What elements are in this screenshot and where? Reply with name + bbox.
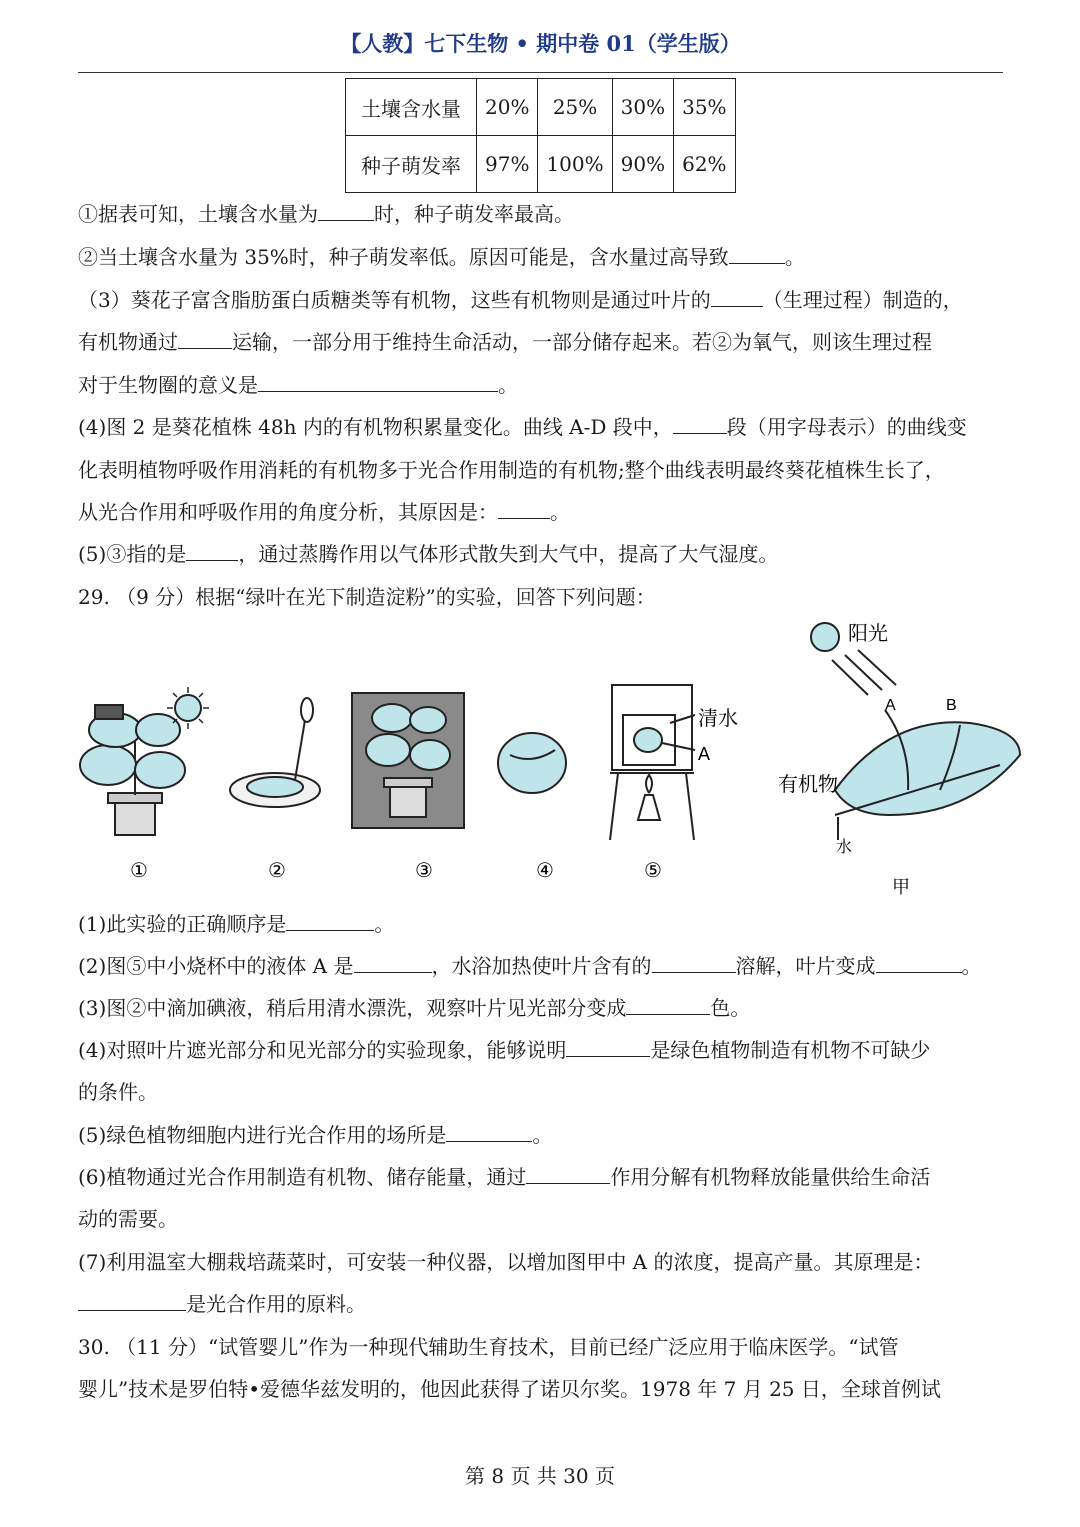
text: 是光合作用的原料。 bbox=[186, 1292, 366, 1316]
soil-water-table bbox=[345, 78, 736, 193]
step-label: ④ bbox=[536, 858, 554, 882]
answer-blank[interactable] bbox=[286, 910, 374, 931]
answer-blank[interactable] bbox=[673, 413, 727, 434]
question-line bbox=[78, 498, 570, 526]
text: (5)③指的是 bbox=[78, 542, 187, 566]
header-divider bbox=[78, 72, 1003, 73]
question-line bbox=[78, 286, 963, 314]
text: 作用分解有机物释放能量供给生命活 bbox=[610, 1165, 931, 1189]
text: 运输，一部分用于维持生命活动，一部分储存起来。若②为氧气，则该生理过程 bbox=[232, 330, 932, 354]
table-row-label: 土壤含水量 bbox=[346, 79, 477, 136]
experiment-figure bbox=[70, 615, 1030, 905]
water-label: 清水 bbox=[698, 708, 738, 730]
text: ，水浴加热使叶片含有的 bbox=[431, 954, 652, 978]
question-30-title: 30. （11 分）“试管婴儿”作为一种现代辅助生育技术，目前已经广泛应用于临床医学。“试管 bbox=[78, 1335, 899, 1359]
text: 有机物通过 bbox=[78, 330, 178, 354]
text: 溶解，叶片变成 bbox=[735, 954, 876, 978]
step-label: ⑤ bbox=[644, 858, 662, 882]
question-line bbox=[78, 540, 778, 568]
text: (6)植物通过光合作用制造有机物、储存能量，通过 bbox=[78, 1165, 527, 1189]
question-line bbox=[78, 200, 574, 228]
text: ②当土壤含水量为 35%时，种子萌发率低。原因可能是，含水量过高导致 bbox=[78, 245, 729, 269]
answer-blank[interactable] bbox=[318, 200, 374, 221]
step4-leaf bbox=[498, 733, 566, 793]
answer-blank[interactable] bbox=[446, 1121, 532, 1142]
sunlight-label: 阳光 bbox=[848, 623, 888, 645]
text: (4)图 2 是葵花植株 48h 内的有机物积累量变化。曲线 A-D 段中， bbox=[78, 415, 673, 439]
answer-blank[interactable] bbox=[354, 952, 432, 973]
text: 。 bbox=[374, 912, 395, 936]
question-line bbox=[78, 952, 982, 980]
question-line bbox=[78, 328, 932, 356]
step-label: ② bbox=[268, 858, 286, 882]
experiment-diagram bbox=[70, 615, 1030, 905]
answer-blank[interactable] bbox=[729, 243, 785, 264]
table-row bbox=[346, 79, 736, 136]
answer-blank[interactable] bbox=[78, 1290, 186, 1311]
text: 从光合作用和呼吸作用的角度分析，其原因是： bbox=[78, 500, 498, 524]
question-line bbox=[78, 1163, 930, 1191]
text: (4)对照叶片遮光部分和见光部分的实验现象，能够说明 bbox=[78, 1038, 567, 1062]
arrow-b-label: B bbox=[946, 697, 957, 714]
text: (5)绿色植物细胞内进行光合作用的场所是 bbox=[78, 1123, 447, 1147]
table-cell: 100% bbox=[538, 136, 612, 193]
table-cell: 20% bbox=[477, 79, 538, 136]
text: （3）葵花子富含脂肪蛋白质糖类等有机物，这些有机物则是通过叶片的 bbox=[78, 288, 711, 312]
question-line bbox=[78, 1036, 930, 1064]
step-label: ① bbox=[130, 858, 148, 882]
step-label: ③ bbox=[415, 858, 433, 882]
step1-plant bbox=[80, 687, 209, 835]
step2-dish bbox=[230, 698, 320, 807]
answer-blank[interactable] bbox=[711, 286, 763, 307]
text: (3)图②中滴加碘液，稍后用清水漂洗，观察叶片见光部分变成 bbox=[78, 996, 627, 1020]
text: 色。 bbox=[710, 996, 751, 1020]
text: （生理过程）制造的， bbox=[762, 288, 963, 312]
page-header: 【人教】七下生物 • 期中卷 01（学生版） bbox=[340, 31, 741, 56]
question-line bbox=[78, 1290, 366, 1318]
question-line bbox=[78, 1121, 552, 1149]
text: 。 bbox=[961, 954, 982, 978]
answer-blank[interactable] bbox=[626, 994, 710, 1015]
water-input-label: 水 bbox=[836, 839, 853, 856]
table-cell: 97% bbox=[477, 136, 538, 193]
question-line bbox=[78, 371, 518, 399]
table-row bbox=[346, 136, 736, 193]
step5-water-bath bbox=[610, 685, 695, 840]
question-29-title: 29. （9 分）根据“绿叶在光下制造淀粉”的实验，回答下列问题： bbox=[78, 585, 656, 609]
table-cell: 25% bbox=[538, 79, 612, 136]
liquid-label: A bbox=[698, 744, 711, 764]
question-line: 化表明植物呼吸作用消耗的有机物多于光合作用制造的有机物;整个曲线表明最终葵花植株生长了， bbox=[78, 458, 945, 482]
organic-label: 有机物 bbox=[778, 774, 838, 796]
arrow-a-label: A bbox=[885, 697, 896, 714]
table-row-label: 种子萌发率 bbox=[346, 136, 477, 193]
question-line: 的条件。 bbox=[78, 1080, 158, 1104]
figure-jia-label: 甲 bbox=[892, 877, 910, 897]
answer-blank[interactable] bbox=[876, 952, 962, 973]
page-footer: 第 8 页 共 30 页 bbox=[465, 1464, 615, 1488]
question-line: 婴儿”技术是罗伯特•爱德华兹发明的，他因此获得了诺贝尔奖。1978 年 7 月 25 日，全球首例试 bbox=[78, 1377, 941, 1401]
text: 。 bbox=[550, 500, 570, 524]
answer-blank[interactable] bbox=[566, 1036, 650, 1057]
step3-dark-box bbox=[352, 693, 464, 828]
text: 段（用字母表示）的曲线变 bbox=[726, 415, 967, 439]
answer-blank[interactable] bbox=[652, 952, 736, 973]
question-line bbox=[78, 243, 805, 271]
text: 是绿色植物制造有机物不可缺少 bbox=[650, 1038, 931, 1062]
question-line bbox=[78, 910, 394, 938]
answer-blank[interactable] bbox=[498, 498, 550, 519]
answer-blank[interactable] bbox=[258, 371, 498, 392]
text: ①据表可知，土壤含水量为 bbox=[78, 202, 318, 226]
text: 。 bbox=[498, 373, 518, 397]
text: 对于生物圈的意义是 bbox=[78, 373, 258, 397]
question-line: 动的需要。 bbox=[78, 1207, 178, 1231]
jia-leaf-diagram bbox=[811, 623, 1020, 840]
table-cell: 35% bbox=[674, 79, 735, 136]
text: (1)此实验的正确顺序是 bbox=[78, 912, 287, 936]
text: (2)图⑤中小烧杯中的液体 A 是 bbox=[78, 954, 354, 978]
answer-blank[interactable] bbox=[186, 540, 238, 561]
question-line: (7)利用温室大棚栽培蔬菜时，可安装一种仪器，以增加图甲中 A 的浓度，提高产量。其原理是： bbox=[78, 1250, 934, 1274]
question-line bbox=[78, 413, 967, 441]
table-cell: 30% bbox=[612, 79, 673, 136]
question-line bbox=[78, 994, 750, 1022]
text: 时，种子萌发率最高。 bbox=[374, 202, 574, 226]
text: 。 bbox=[784, 245, 805, 269]
answer-blank[interactable] bbox=[526, 1163, 610, 1184]
table-cell: 62% bbox=[674, 136, 735, 193]
text: 。 bbox=[532, 1123, 553, 1147]
answer-blank[interactable] bbox=[178, 328, 232, 349]
text: ，通过蒸腾作用以气体形式散失到大气中，提高了大气湿度。 bbox=[238, 542, 779, 566]
table-cell: 90% bbox=[612, 136, 673, 193]
